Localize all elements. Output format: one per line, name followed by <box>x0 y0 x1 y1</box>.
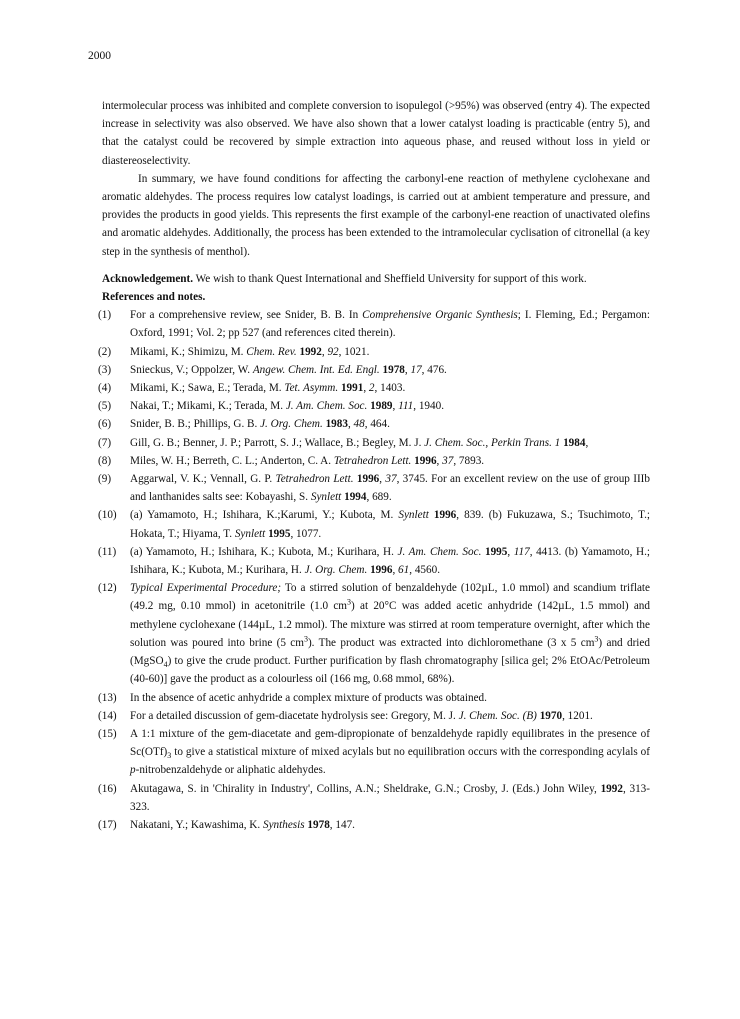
reference-text: Miles, W. H.; Berreth, C. L.; Anderton, C. A. Tetrahedron Lett. 1996, 37, 7893. <box>130 454 485 467</box>
references-list <box>98 306 651 834</box>
reference-item <box>98 361 650 379</box>
page-body <box>98 97 651 834</box>
reference-item <box>98 452 650 470</box>
acknowledgement <box>102 270 650 288</box>
reference-number: (16) <box>98 782 117 795</box>
reference-number: (4) <box>98 382 112 395</box>
reference-number: (2) <box>98 345 112 358</box>
body-paragraph: intermolecular process was inhibited and complete conversion to isopulegol (>95%) was observed (entry 4). The expected increase in selectivity was also observed. We have also shown that a lower catalyst loading is practicable (entry 5), and that the catalyst could be recovered by simple extraction into aqueous phase, and reused without loss in yield or diastereoselectivity. <box>102 100 650 167</box>
reference-text: Snider, B. B.; Phillips, G. B. J. Org. Chem. 1983, 48, 464. <box>130 418 390 431</box>
reference-item <box>98 579 650 688</box>
reference-item <box>98 725 650 780</box>
reference-number: (7) <box>98 436 112 449</box>
reference-text: Mikami, K.; Shimizu, M. Chem. Rev. 1992, 92, 1021. <box>130 345 370 358</box>
reference-text: Snieckus, V.; Oppolzer, W. Angew. Chem. Int. Ed. Engl. 1978, 17, 476. <box>130 363 447 376</box>
reference-text: Nakatani, Y.; Kawashima, K. Synthesis 1978, 147. <box>130 818 355 831</box>
reference-number: (10) <box>98 509 117 522</box>
reference-text: For a detailed discussion of gem-diacetate hydrolysis see: Gregory, M. J. J. Chem. Soc. (B) 1970, 1201. <box>130 709 593 722</box>
reference-text: (a) Yamamoto, H.; Ishihara, K.; Kubota, M.; Kurihara, H. J. Am. Chem. Soc. 1995, 117, 4413. (b) Yamamoto, H.; Ishihara, K.; Kubota, M.; Kurihara, H. J. Org. Chem. 1996, 61, 4560. <box>130 545 651 577</box>
reference-text: Typical Experimental Procedure; To a stirred solution of benzaldehyde (102µL, 1.0 mmol) and scandium triflate (49.2 mg, 0.10 mmol) in acetonitrile (1.0 $cm^3$) at 20°C was added acetic anhydride (142µL, 1.5 mmol) and methylene cyclohexane (144µL, 1.2 mmol). The mixture was stirred at room temperature overnight, after which the solution was poured into brine (5 $cm^3$). The product was extracted into dichloromethane (3 x 5 $cm^3$) and dried (MgSO$_4$) to give the crude product. Further purification by flash chromatography [silica gel; 2% EtOAc/Petroleum (40-60)] gave the product as a colourless oil (166 mg, 0.68 mmol, 68%). <box>130 582 650 686</box>
reference-number: (12) <box>98 582 117 595</box>
reference-number: (3) <box>98 363 112 376</box>
reference-item <box>98 780 650 816</box>
reference-number: (9) <box>98 473 112 486</box>
reference-text: Nakai, T.; Mikami, K.; Terada, M. J. Am. Chem. Soc. 1989, 111, 1940. <box>130 400 444 413</box>
reference-item <box>98 506 650 542</box>
reference-text: Aggarwal, V. K.; Vennall, G. P. Tetrahedron Lett. 1996, 37, 3745. For an excellent review on the use of group IIIb and lanthanides salts see: Kobayashi, S. Synlett 1994, 689. <box>130 473 651 504</box>
references-heading: References and notes. <box>102 291 206 304</box>
reference-item <box>98 306 651 342</box>
reference-number: (14) <box>98 709 117 722</box>
reference-text: Gill, G. B.; Benner, J. P.; Parrott, S. J.; Wallace, B.; Begley, M. J. J. Chem. Soc., Perkin Trans. 1 1984, <box>130 436 589 449</box>
reference-number: (6) <box>98 418 112 431</box>
reference-item <box>98 415 650 433</box>
reference-text: A 1:1 mixture of the gem-diacetate and gem-dipropionate of benzaldehyde rapidly equilibrates in the presence of $Sc(OTf)_3$ to give a statistical mixture of mixed acylals but no equilibration occurs with the corresponding acylals of p-nitrobenzaldehyde or aliphatic aldehydes. <box>130 727 650 777</box>
reference-number: (8) <box>98 454 112 467</box>
reference-number: (13) <box>98 691 117 704</box>
body-paragraph: In summary, we have found conditions for affecting the carbonyl-ene reaction of methylene cyclohexane and aromatic aldehydes. The process requires low catalyst loadings, is carried out at ambient temperature and pressure, and provides the products in good yields. This represents the first example of the carbonyl-ene reaction of unactivated olefins and aromatic aldehydes. Additionally, the process has been extended to the intramolecular cyclisation of citronellal (a key step in the synthesis of menthol). <box>102 172 650 258</box>
acknowledgement-text: We wish to thank Quest International and Sheffield University for support of this work. <box>193 272 587 285</box>
reference-item <box>98 379 650 397</box>
reference-number: (17) <box>98 818 117 831</box>
reference-text: In the absence of acetic anhydride a complex mixture of products was obtained. <box>130 691 487 704</box>
reference-text: For a comprehensive review, see Snider, B. B. In Comprehensive Organic Synthesis; I. Fleming, Ed.; Pergamon: Oxford, 1991; Vol. 2; pp 527 (and references cited therein). <box>130 309 651 340</box>
reference-item <box>98 707 650 725</box>
reference-text: (a) Yamamoto, H.; Ishihara, K.;Karumi, Y.; Kubota, M. Synlett 1996, 839. (b) Fukuzawa, S.; Tsuchimoto, T.; Hokata, T.; Hiyama, T. Synlett 1995, 1077. <box>130 509 650 540</box>
page-number: 2000 <box>88 50 111 62</box>
acknowledgement-label: Acknowledgement. <box>102 272 194 285</box>
reference-number: (11) <box>98 545 117 558</box>
reference-item <box>98 470 651 506</box>
reference-text: Akutagawa, S. in 'Chirality in Industry', Collins, A.N.; Sheldrake, G.N.; Crosby, J. (Eds.) John Wiley, 1992, 313-323. <box>130 782 650 813</box>
reference-number: (1) <box>98 309 112 322</box>
reference-item <box>98 397 650 415</box>
reference-number: (15) <box>98 727 117 740</box>
reference-item <box>98 816 650 834</box>
reference-item <box>98 543 651 579</box>
reference-item <box>98 343 650 361</box>
reference-number: (5) <box>98 400 112 413</box>
reference-item <box>98 689 650 707</box>
reference-text: Mikami, K.; Sawa, E.; Terada, M. Tet. Asymm. 1991, 2, 1403. <box>130 382 406 395</box>
reference-item <box>98 434 650 452</box>
